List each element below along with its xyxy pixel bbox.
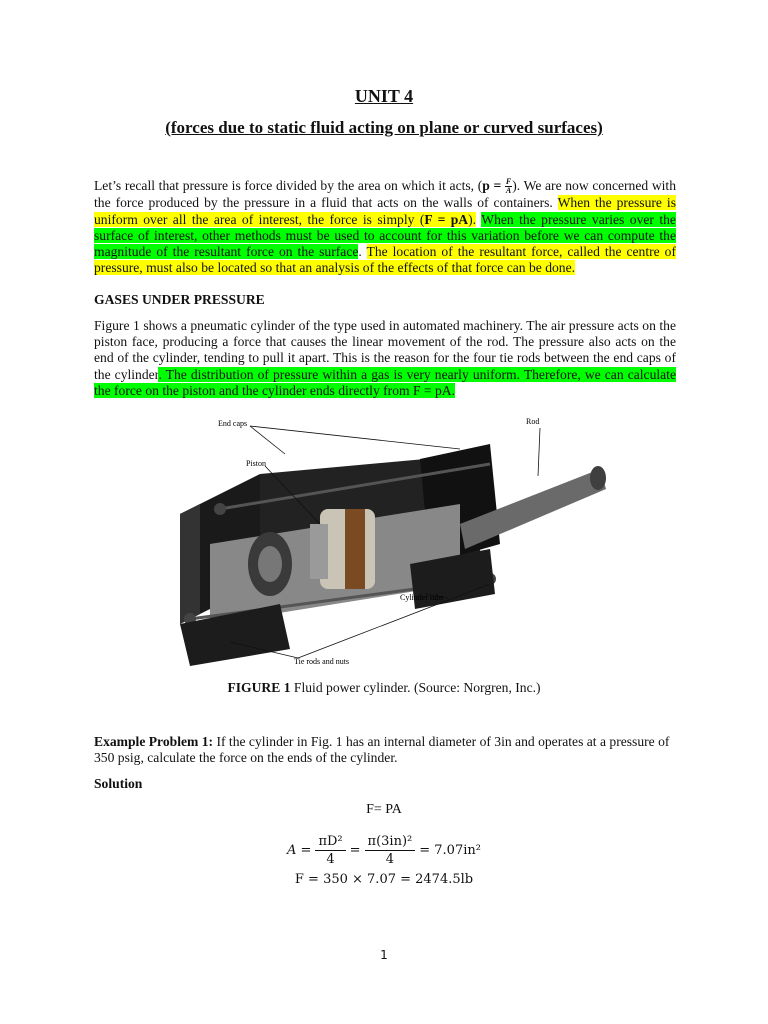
example-problem	[94, 734, 676, 766]
area-result: = 7.07in²	[419, 843, 481, 858]
example-label: Example Problem 1:	[94, 734, 214, 749]
highlight-text-end: ).	[468, 211, 477, 227]
page-number: 1	[380, 948, 388, 962]
solution-heading: Solution	[94, 776, 143, 791]
tie-rods-label: Tie rods and nuts	[294, 657, 350, 666]
unit-subtitle: (forces due to static fluid acting on plane or curved surfaces)	[165, 118, 603, 137]
figure-caption-text: Fluid power cylinder. (Source: Norgren, Inc.)	[290, 680, 541, 695]
equation-force: F= PA	[366, 802, 402, 817]
section-heading: GASES UNDER PRESSURE	[94, 292, 265, 307]
pressure-formula: p =	[482, 178, 505, 193]
sentence-end: .	[358, 243, 367, 259]
intro-paragraph	[94, 178, 676, 276]
figure-paragraph-text: Figure 1 shows a pneumatic cylinder of the type used in automated machinery. The air pressure acts on the piston face, producing a force that causes the linear movement of the rod. The pressure also acts on the end of the cylinder, tending to pull it apart. This is the reason for the four tie rods between the end caps of the cylinder	[94, 318, 676, 382]
area-fraction-1-denominator: 4	[326, 852, 335, 867]
unit-title: UNIT 4	[354, 86, 414, 106]
highlight-uniform-gas: . The distribution of pressure within a gas is very nearly uniform. Therefore, we can calculate the force on the piston and the cylinder ends directly from F = pA.	[94, 366, 676, 398]
figure-caption-label: FIGURE 1	[227, 680, 291, 695]
equals-sign: =	[349, 843, 361, 858]
rod-label: Rod	[526, 417, 540, 426]
fraction-numerator: F	[505, 177, 512, 187]
figure-caption	[0, 680, 768, 696]
area-fraction-1	[315, 834, 345, 867]
example-text: If the cylinder in Fig. 1 has an internal diameter of 3in and operates at a pressure of 350 psig, calculate the force on the ends of the cylinder.	[94, 734, 670, 766]
highlight-centre-of-pressure: The location of the resultant force, called the centre of pressure, must also be located so that an analysis of the effects of that force can be done.	[94, 243, 676, 276]
highlight-varying-pressure: When the pressure varies over the surface of interest, other methods must be used to account for this variation before we can compute the magnitude of the resultant force on the surface	[94, 211, 676, 259]
intro-text-cont: ). We are now concerned with the force produced by the pressure in a fluid that acts on the walls of containers.	[94, 178, 676, 211]
equation-force-result: F = 350 × 7.07 = 2474.5lb	[294, 872, 474, 887]
end-caps-label: End caps	[218, 419, 248, 428]
figure-paragraph	[94, 318, 676, 399]
equation-area	[0, 834, 768, 867]
area-fraction-2-numerator: π(3in)²	[365, 834, 416, 851]
force-formula: F = pA	[424, 211, 469, 227]
cylinder-figure	[160, 414, 606, 670]
cylinder-tube-label: Cylinder tube	[400, 593, 444, 602]
intro-text: Let’s recall that pressure is force divided by the area on which it acts, (	[94, 178, 483, 193]
piston-label: Piston	[246, 459, 267, 468]
highlight-text: When the pressure is uniform over all the area of interest, the force is simply (	[94, 195, 676, 227]
area-fraction-2-denominator: 4	[385, 852, 395, 867]
area-lhs: A =	[287, 843, 312, 858]
area-fraction-2	[365, 834, 416, 867]
area-fraction-1-numerator: πD²	[315, 834, 345, 851]
fraction-denominator: A	[505, 186, 512, 196]
